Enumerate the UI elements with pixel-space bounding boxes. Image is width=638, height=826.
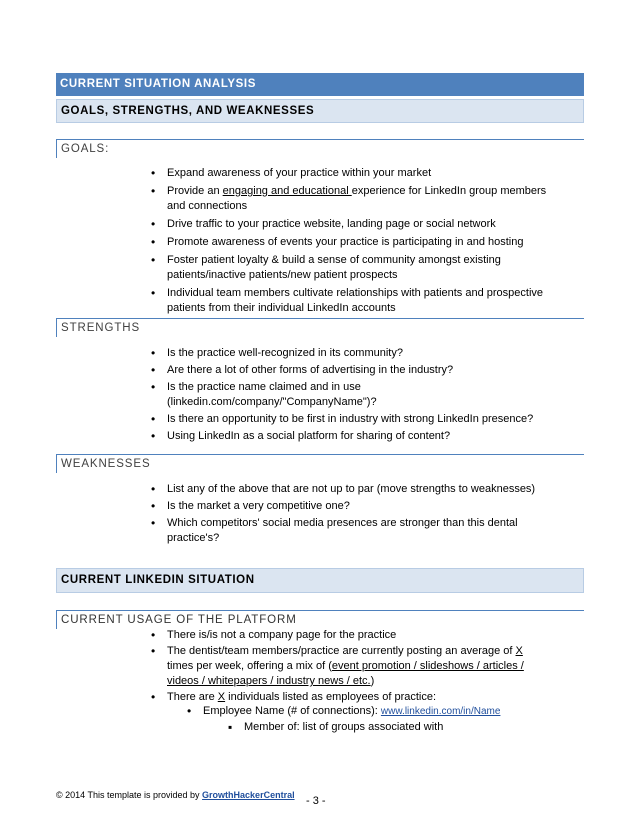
- footer-text: © 2014 This template is provided by: [56, 790, 203, 800]
- list-item: • Is the practice well-recognized in its community?: [149, 346, 549, 361]
- engaging-educational-link[interactable]: engaging and educational: [222, 185, 352, 197]
- list-item: • There are X individuals listed as employees of practice:: [149, 690, 549, 705]
- list-item: • Is the practice name claimed and in use (linkedin.com/company/"CompanyName")?: [149, 380, 549, 410]
- subsection-header-goals-strengths-weaknesses: GOALS, STRENGTHS, AND WEAKNESSES: [56, 99, 584, 123]
- list-item: • Individual team members cultivate relationships with patients and prospective patients from their individual LinkedIn accounts: [149, 286, 549, 316]
- weaknesses-heading: WEAKNESSES: [56, 454, 584, 473]
- goals-heading: GOALS:: [56, 139, 584, 158]
- list-item: • Promote awareness of events your practice is participating in and hosting: [149, 235, 549, 250]
- list-item: • Provide an engaging and educational experience for LinkedIn group members and connections: [149, 184, 549, 214]
- employee-list: [185, 704, 565, 719]
- list-item: ▪ Member of: list of groups associated with: [226, 720, 566, 735]
- list-item: • Are there a lot of other forms of advertising in the industry?: [149, 363, 549, 378]
- usage-list: [149, 628, 549, 705]
- list-item: • Expand awareness of your practice within your market: [149, 166, 549, 181]
- list-item: • Employee Name (# of connections): www.linkedin.com/in/Name: [185, 704, 565, 719]
- list-item: • Which competitors' social media presences are stronger than this dental practice's?: [149, 516, 549, 546]
- employee-profile-link[interactable]: www.linkedin.com/in/Name: [380, 706, 501, 717]
- list-item: • Drive traffic to your practice website, landing page or social network: [149, 217, 549, 232]
- section-header-linkedin-situation: CURRENT LINKEDIN SITUATION: [56, 568, 584, 593]
- list-item: • Using LinkedIn as a social platform for sharing of content?: [149, 429, 549, 444]
- list-item: • Is the market a very competitive one?: [149, 499, 549, 514]
- list-item: • List any of the above that are not up to par (move strengths to weaknesses): [149, 482, 549, 497]
- growthhackercentral-link[interactable]: GrowthHackerCentral: [202, 790, 295, 800]
- member-list: [226, 720, 566, 735]
- weaknesses-list: [149, 482, 549, 546]
- page-number: - 3 -: [306, 795, 326, 807]
- list-item: • There is/is not a company page for the practice: [149, 628, 549, 643]
- goals-list: [149, 166, 549, 316]
- current-usage-heading: CURRENT USAGE OF THE PLATFORM: [56, 610, 584, 629]
- strengths-heading: STRENGTHS: [56, 318, 584, 337]
- list-item: • The dentist/team members/practice are currently posting an average of X times per week, offering a mix of (event promotion / slideshows / articles / videos / whitepapers / industry news / etc.): [149, 644, 549, 689]
- list-item: • Foster patient loyalty & build a sense of community amongst existing patients/inactive patients/new patient prospects: [149, 253, 549, 283]
- section-header-situation-analysis: CURRENT SITUATION ANALYSIS: [56, 73, 584, 96]
- strengths-list: [149, 346, 549, 444]
- footer: [56, 790, 295, 800]
- list-item: • Is there an opportunity to be first in industry with strong LinkedIn presence?: [149, 412, 549, 427]
